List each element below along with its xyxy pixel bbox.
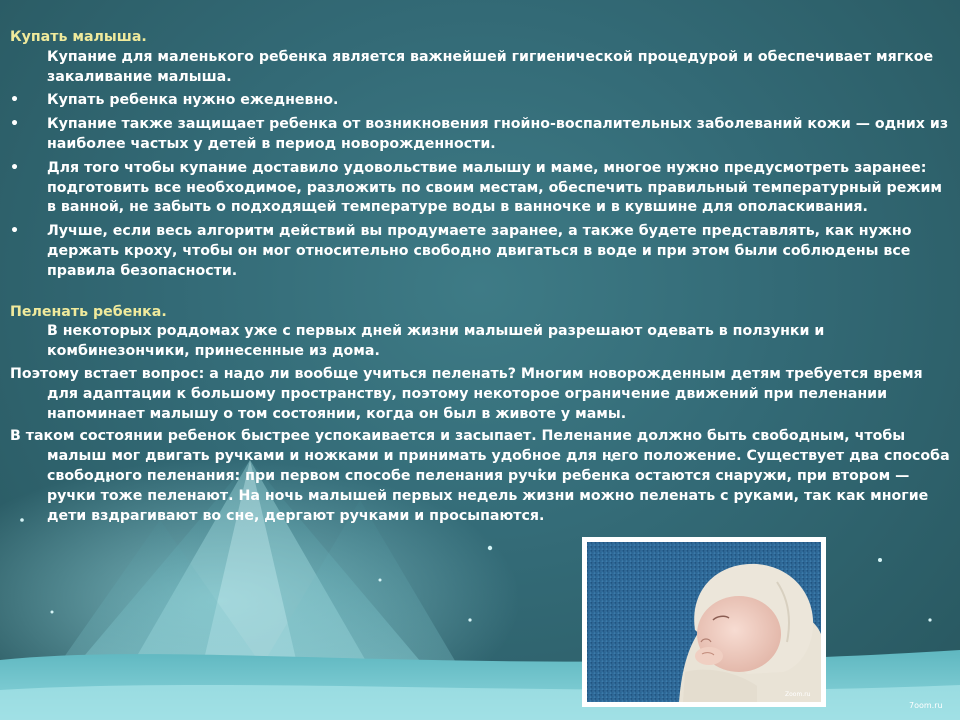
section-heading-swaddling: Пеленать ребенка. [10, 303, 167, 320]
paragraph: Поэтому встает вопрос: а надо ли вообще учиться пеленать? Многим новорожденным детям требуется время для адаптации к большому пространству, поэтому некоторое ограничение движений при пеленании напоминает малышу о том состоянии, когда он был в животе у мамы. [10, 365, 923, 422]
list-item-text: Купание также защищает ребенка от возникновения гнойно-воспалительных заболеваний кожи — одних из наиболее частых у детей в период новорожденности. [47, 116, 949, 152]
bullet-icon: • [10, 223, 20, 240]
baby-photo [582, 537, 826, 707]
slide-text [10, 28, 950, 526]
section-heading-bathing: Купать малыша. [10, 29, 147, 45]
list-item-text: Для того чтобы купание доставило удовольствие малышу и маме, многое нужно предусмотреть заранее: подготовить все необходимое, разложить по своим местам, обеспечить правильный температурный режим в ванной, не забыть о подходящей температуре воды в ванночке и в кувшине для ополаскивания. [47, 159, 942, 216]
baby-illustration [587, 542, 821, 702]
list-item [10, 222, 950, 281]
bullet-icon: • [10, 116, 20, 133]
bullet-icon: • [10, 92, 20, 109]
list-item-text: Лучше, если весь алгоритм действий вы продумаете заранее, а также будете представлять, как нужно держать кроху, чтобы он мог относительно свободно двигаться в воде и при этом были соблюдены все правила безопасности. [47, 223, 912, 279]
paragraph: В таком состоянии ребенок быстрее успокаивается и засыпает. Пеленание должно быть свободным, чтобы малыш мог двигать ручками и ножками и принимать удобное для него положение. Существует два способа свободного пеленания: при первом способе пеленания ручки ребенка остаются снаружи, при втором — ручки тоже пеленают. На ночь малышей первых недель жизни можно пеленать с руками, так как многие дети вздрагивают во сне, дергают ручками и просыпаются. [10, 428, 950, 524]
bullet-icon: • [10, 159, 20, 176]
swaddling-intro: В некоторых роддомах уже с первых дней жизни малышей разрешают одевать в ползунки и комбинезончики, принесенные из дома. [47, 323, 825, 360]
bathing-intro: Купание для маленького ребенка является важнейшей гигиенической процедурой и обеспечивает мягкое закаливание малыша. [47, 48, 934, 85]
source-credit: 7oom.ru [909, 701, 943, 710]
photo-watermark: Zoom.ru [785, 691, 811, 698]
list-item [10, 91, 950, 111]
list-item [10, 159, 950, 218]
list-item [10, 115, 950, 155]
list-item-text: Купать ребенка нужно ежедневно. [47, 92, 339, 109]
